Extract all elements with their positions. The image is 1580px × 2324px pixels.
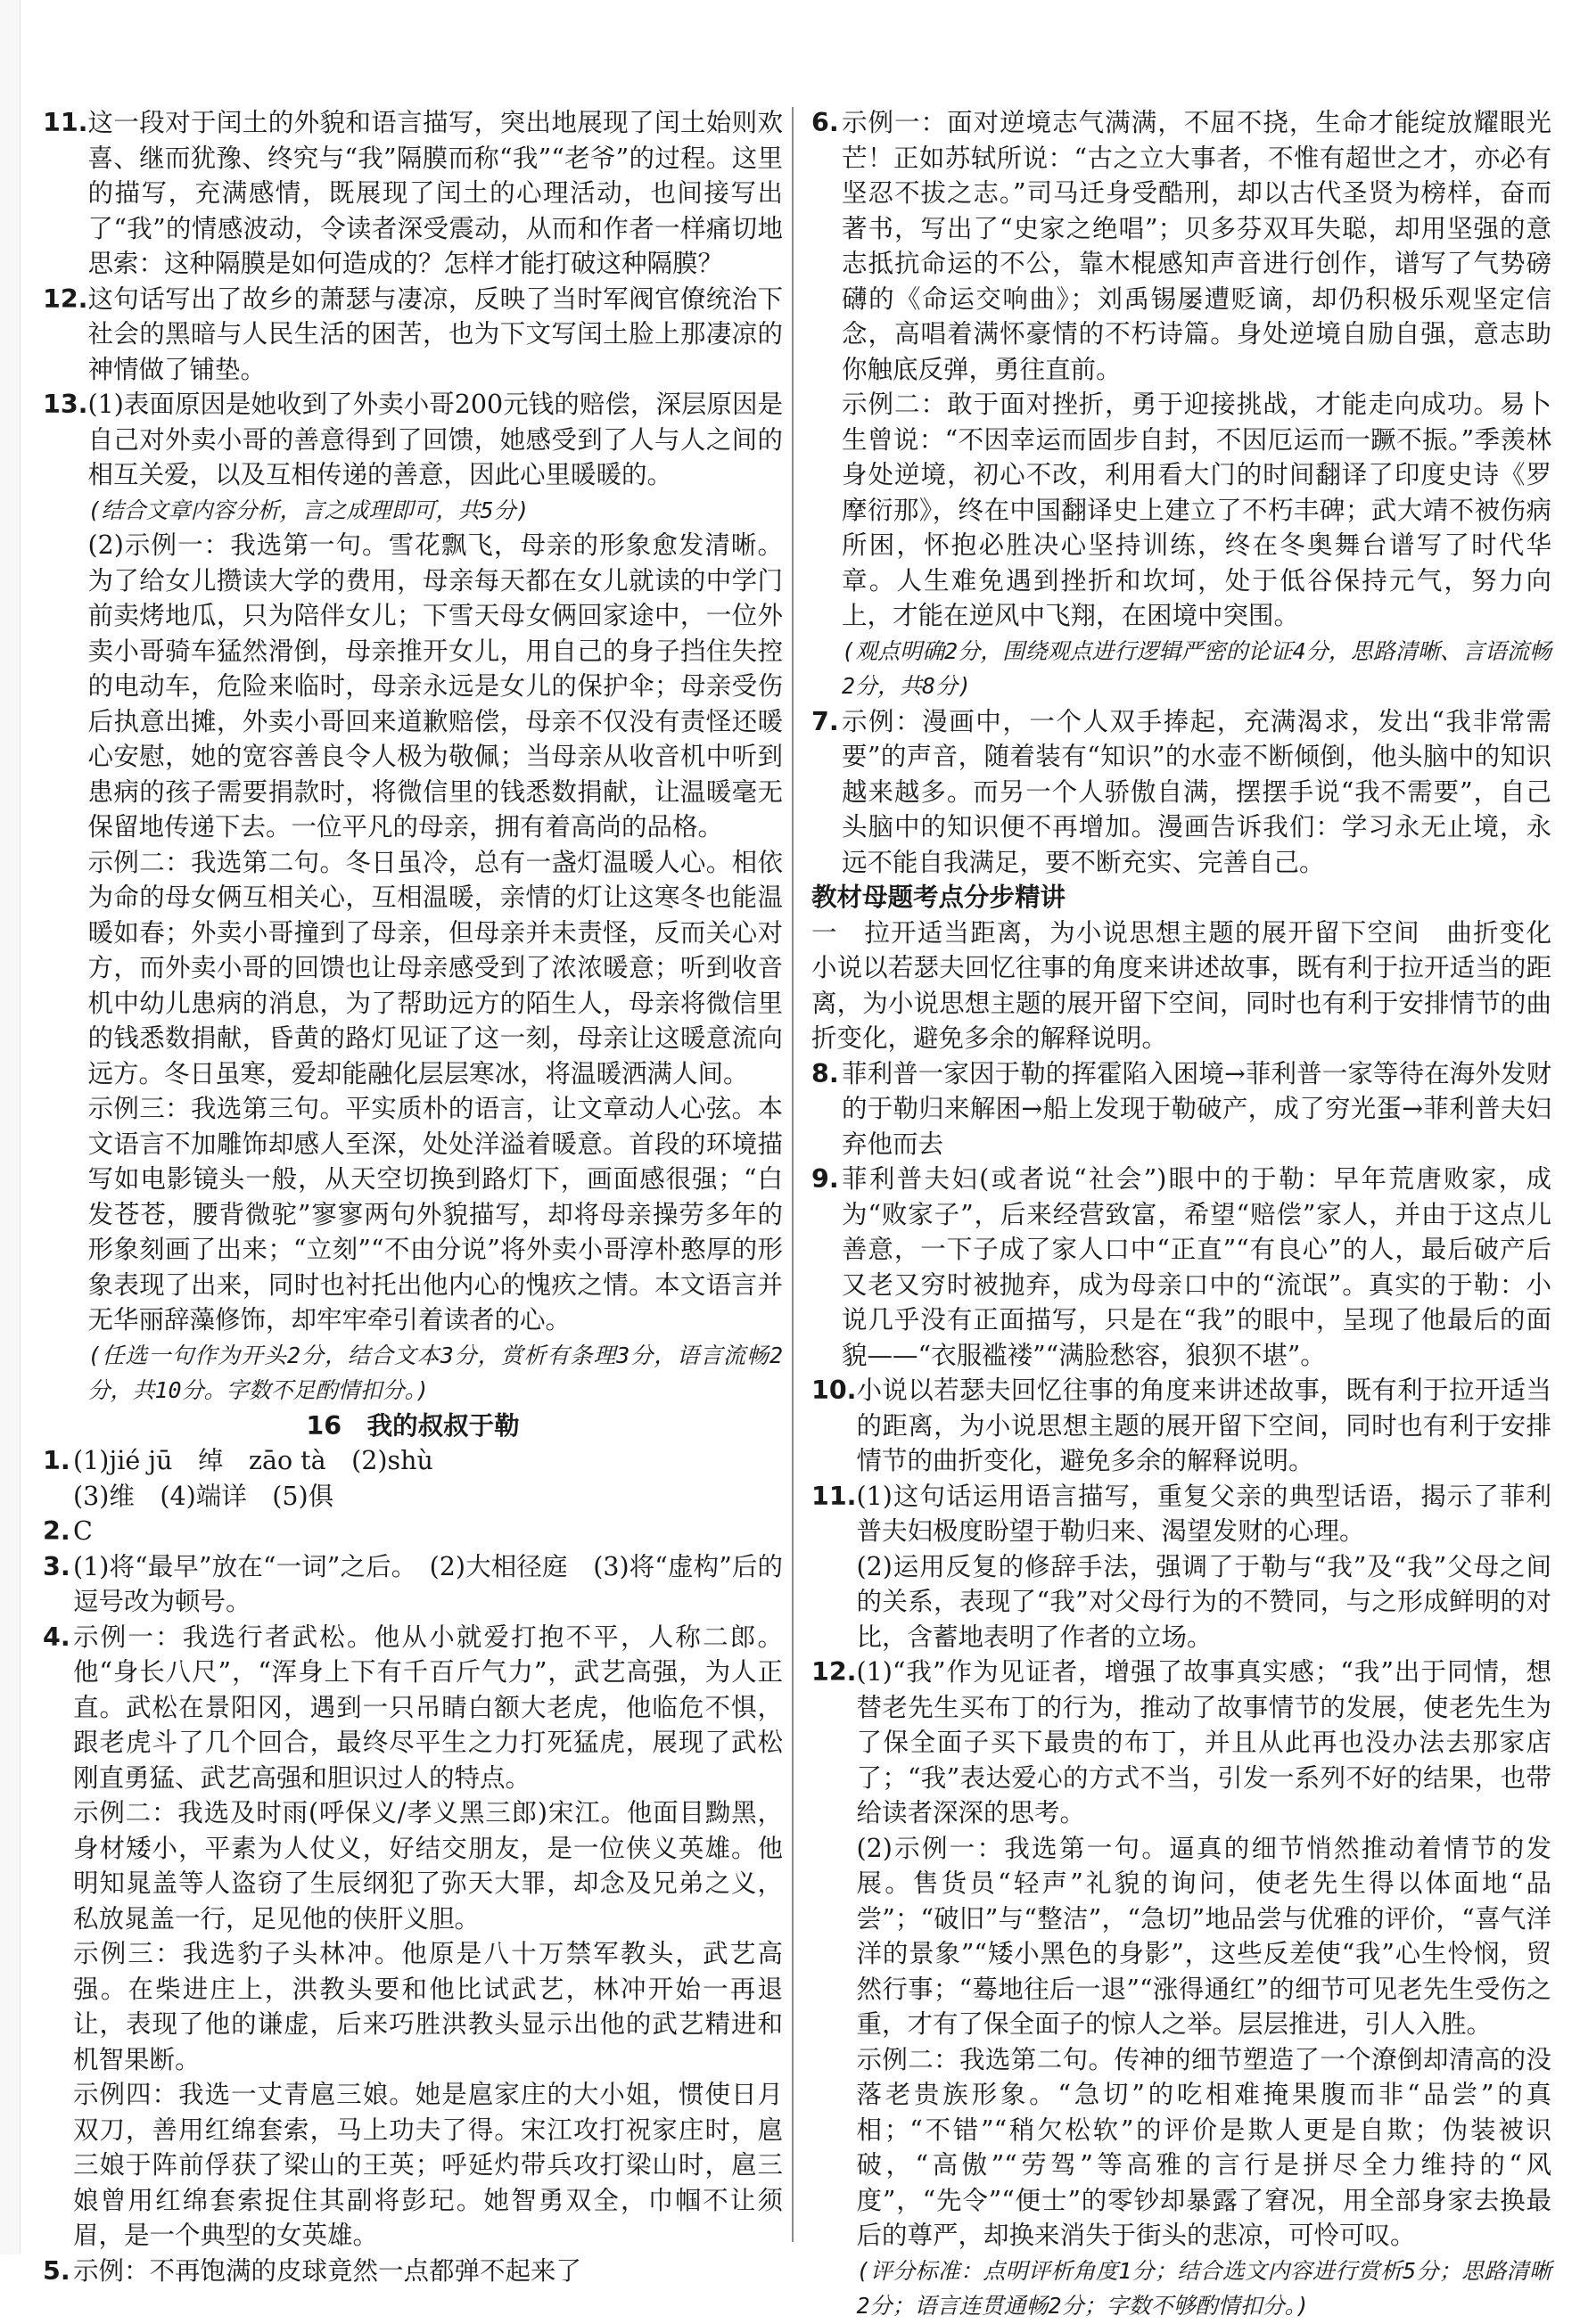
answer-body <box>842 105 1551 704</box>
answer-example: 示例三：我选第三句。平实质朴的语言，让文章动人心弦。本文语言不加雕饰却感人至深，处处洋溢着暖意。首段的环境描写如电影镜头一般，从天空切换到路灯下，画面感很强；“白发苍苍，腰背微驼”寥寥两句外貌描写，却将母亲操劳多年的形象刻画了出来；“立刻”“不由分说”将外卖小哥淳朴憨厚的形象表现了出来，同时也衬托出他内心的愧疚之情。本文语言并无华丽辞藻修饰，却牢牢牵引着读者的心。 <box>87 1094 783 1334</box>
answer-body <box>73 1620 783 2254</box>
answer-part: (1)表面原因是她收到了外卖小哥200元钱的赔偿，深层原因是自己对外卖小哥的善意得到了回馈，她感受到了人与人之间的相互关爱，以及互相传递的善意，因此心里暖暖的。 <box>87 390 783 489</box>
answer-example: (2)示例一：我选第一句。雪花飘飞，母亲的形象愈发清晰。为了给女儿攒读大学的费用，母亲每天都在女儿就读的中学门前卖烤地瓜，只为陪伴女儿；下雪天母女俩回家途中，一位外卖小哥骑车猛然滑倒，母亲推开女儿，用自己的身子挡住失控的电动车，危险来临时，母亲永远是女儿的保护伞；母亲受伤后执意出摊，外卖小哥回来道歉赔偿，母亲不仅没有责怪还暖心安慰，她的宽容善良令人极为敬佩；当母亲从收音机中听到患病的孩子需要捐款时，将微信里的钱悉数捐献，让温暖毫无保留地传递下去。一位平凡的母亲，拥有着高尚的品格。 <box>87 530 783 842</box>
answer-2 <box>43 1514 783 1549</box>
answer-example: 示例四：我选一丈青扈三娘。她是扈家庄的大小姐，惯使日月双刀，善用红绵套索，马上功夫了得。宋江攻打祝家庄时，扈三娘于阵前俘获了梁山的王英；呼延灼带兵攻打梁山时，扈三娘曾用红绵套索捉住其副将彭玘。她智勇双全，巾帼不让须眉，是一个典型的女英雄。 <box>73 2080 783 2250</box>
answer-8 <box>811 1056 1551 1162</box>
answer-number: 13. <box>43 390 88 419</box>
answer-7 <box>811 704 1551 881</box>
answer-6 <box>811 105 1551 704</box>
answer-number: 12. <box>811 1657 857 1687</box>
answer-text: 示例：不再饱满的皮球竟然一点都弹不起来了 <box>73 2255 582 2286</box>
answer-text: 小说以若瑟夫回忆往事的角度来讲述故事，既有利于拉开适当的距离，为小说思想主题的展开留下空间，同时也有利于安排情节的曲折变化，避免多余的解释说明。 <box>856 1376 1551 1475</box>
answer-number: 2. <box>43 1516 70 1546</box>
answer-9 <box>811 1162 1551 1373</box>
answer-body <box>73 1443 783 1514</box>
scoring-note: (结合文章内容分析，言之成理即可，共5分) <box>87 497 530 523</box>
answer-line: (3)维 (4)端详 (5)俱 <box>73 1481 334 1511</box>
answer-number: 7. <box>811 706 839 736</box>
answer-number: 4. <box>43 1622 70 1652</box>
answer-number: 9. <box>811 1164 839 1194</box>
answer-number: 10. <box>811 1376 857 1405</box>
right-column <box>811 105 1577 2324</box>
answer-number: 1. <box>43 1446 70 1475</box>
answer-example: (2)示例一：我选第一句。逼真的细节悄然推动着情节的发展。售货员“轻声”礼貌的询问，使老先生得以体面地“品尝”；“破旧”与“整洁”，“急切”地品尝与优雅的评价，“喜气洋洋的景象”“矮小黑色的身影”，这些反差使“我”心生怜悯，贸然行事；“蓦地往后一退”“涨得通红”的细节可见老先生受伤之重，才有了保全面子的惊人之举。层层推进，引人入胜。 <box>856 1833 1551 2039</box>
answer-11-b <box>811 1479 1551 1655</box>
answer-11 <box>43 105 783 282</box>
answer-example: 示例一：面对逆境志气满满，不屈不挠，生命才能绽放耀眼光芒！正如苏轼所说：“古之立大事者，不惟有超世之才，亦必有坚忍不拔之志。”司马迁身受酷刑，却以古代圣贤为榜样，奋而著书，写出了“史家之绝唱”；贝多芬双耳失聪，却用坚强的意志抵抗命运的不公，靠木棍感知声音进行创作，谱写了气势磅礴的《命运交响曲》；刘禹锡屡遭贬谪，却仍积极乐观坚定信念，高唱着满怀豪情的不朽诗篇。身处逆境自励自强，意志助你触底反弹，勇往直前。 <box>842 108 1551 384</box>
scoring-note: (观点明确2分，围绕观点进行逻辑严密的论证4分，思路清晰、言语流畅2分，共8分) <box>842 637 1551 699</box>
scoring-note: (任选一句作为开头2分，结合文本3分，赏析有条理3分，语言流畅2分，共10分。字数不足酌情扣分。) <box>87 1342 783 1403</box>
answer-body <box>88 387 784 1408</box>
answer-number: 6. <box>811 108 839 137</box>
answer-example: 示例一：我选行者武松。他从小就爱打抱不平，人称二郎。他“身长八尺”，“浑身上下有千百斤气力”，武艺高强，为人正直。武松在景阳冈，遇到一只吊睛白额大老虎，他临危不惧，跟老虎斗了几个回合，最终尽平生之力打死猛虎，展现了武松刚直勇猛、武艺高强和胆识过人的特点。 <box>73 1622 783 1793</box>
left-column <box>43 105 783 2288</box>
answer-3 <box>43 1549 783 1620</box>
answer-12-b <box>811 1655 1551 2324</box>
scoring-note: (评分标准：点明评析角度1分；结合选文内容进行赏析5分；思路清晰2分；语言连贯通畅2分；字数不够酌情扣分。) <box>856 2257 1551 2319</box>
answer-text: 菲利普夫妇(或者说“社会”)眼中的于勒：早年荒唐败家，成为“败家子”，后来经营致富，希望“赔偿”家人，并由于这点儿善意，一下子成了家人口中“正直”“有良心”的人，最后破产后又老又穷时被抛弃，成为母亲口中的“流氓”。真实的于勒：小说几乎没有正面描写，只是在“我”的眼中，呈现了他最后的面貌——“衣服褴褛”“满脸愁容，狼狈不堪”。 <box>842 1164 1551 1370</box>
answer-number: 8. <box>811 1058 839 1088</box>
answer-part: (1)这句话运用语言描写，重复父亲的典型话语，揭示了菲利普夫妇极度盼望于勒归来、渴望发财的心理。 <box>856 1481 1551 1546</box>
binding-margin <box>0 0 21 2254</box>
answer-number: 5. <box>43 2255 70 2286</box>
answer-example: 示例二：我选第二句。传神的细节塑造了一个潦倒却清高的没落老贵族形象。“急切”的吃相难掩果腹而非“品尝”的真相；“不错”“稍欠松软”的评价是欺人更是自欺；伪装被识破，“高傲”“劳驾”等高雅的言行是拼尽全力维持的“风度”，“先令”“便士”的零钞却暴露了窘况，用全部身家去换最后的尊严，却换来消失于街头的悲凉，可怜可叹。 <box>856 2044 1551 2250</box>
answer-part: (1)“我”作为见证者，增强了故事真实感；“我”出于同情，想替老先生买布丁的行为，推动了故事情节的发展，使老先生为了保全面子买下最贵的布丁，并且从此再也没办法去那家店了；“我”表达爱心的方式不当，引发一系列不好的结果，也带给读者深深的思考。 <box>856 1657 1551 1827</box>
answer-12 <box>43 282 783 388</box>
answer-example: 示例三：我选豹子头林冲。他原是八十万禁军教头，武艺高强。在柴进庄上，洪教头要和他比试武艺，林冲开始一再退让，表现了他的谦虚，后来巧胜洪教头显示出他的武艺精进和机智果断。 <box>73 1939 783 2074</box>
column-divider <box>792 107 794 2242</box>
answer-1 <box>43 1443 783 1514</box>
answer-example: 示例二：我选第二句。冬日虽冷，总有一盏灯温暖人心。相依为命的母女俩互相关心，互相温暖，亲情的灯让这寒冬也能温暖如春；外卖小哥撞到了母亲，但母亲并未责怪，反而关心对方，而外卖小哥的回馈也让母亲感受到了浓浓暖意；听到收音机中幼儿患病的消息，为了帮助远方的陌生人，母亲将微信里的钱悉数捐献，昏黄的路灯见证了这一刻，母亲让这暖意流向远方。冬日虽寒，爱却能融化层层寒冰，将温暖洒满人间。 <box>87 847 783 1088</box>
answer-example: 示例二：敢于面对挫折，勇于迎接挑战，才能走向成功。易卜生曾说：“不因幸运而固步自封，不因厄运而一蹶不振。”季羡林身处逆境，初心不改，利用看大门的时间翻译了印度史诗《罗摩衍那》，终在中国翻译史上建立了不朽丰碑；武大靖不被伤病所困，怀抱必胜决心坚持训练，终在冬奥舞台谱写了时代华章。人生难免遇到挫折和坎坷，处于低谷保持元气，努力向上，才能在逆风中飞翔，在困境中突围。 <box>842 390 1551 630</box>
answer-10 <box>811 1373 1551 1479</box>
answer-example: 示例二：我选及时雨(呼保义/孝义黑三郎)宋江。他面目黝黑，身材矮小，平素为人仗义，好结交朋友，是一位侠义英雄。他明知晁盖等人盗窃了生辰纲犯了弥天大罪，却念及兄弟之义，私放晁盖一行，足见他的侠肝义胆。 <box>73 1798 783 1934</box>
answer-line: (1)jié jū 绰 zāo tà (2)shù <box>73 1446 433 1475</box>
answer-number: 12. <box>43 283 88 314</box>
answer-body <box>857 1479 1552 1655</box>
answer-text: (1)将“最早”放在“一词”之后。 (2)大相径庭 (3)将“虚构”后的逗号改为顿号。 <box>73 1551 783 1616</box>
answer-number: 3. <box>43 1551 70 1581</box>
answer-text: C <box>73 1516 93 1546</box>
section-answer-1: 一 拉开适当距离，为小说思想主题的展开留下空间 曲折变化 小说以若瑟夫回忆往事的角度来讲述故事，既有利于拉开适当的距离，为小说思想主题的展开留下空间，同时也有利于安排情节的曲折变化，避免多余的解释说明。 <box>811 917 1577 1053</box>
answer-number: 11. <box>43 108 88 137</box>
answer-text: 这句话写出了故乡的萧瑟与凄凉，反映了当时军阀官僚统治下社会的黑暗与人民生活的困苦，也为下文写闰土脸上那凄凉的神情做了铺垫。 <box>87 283 783 384</box>
answer-5 <box>43 2254 783 2289</box>
answer-number: 11. <box>811 1481 857 1511</box>
answer-4 <box>43 1620 783 2254</box>
answer-part: (2)运用反复的修辞手法，强调了于勒与“我”及“我”父母之间的关系，表现了“我”对父母行为的不赞同，与之形成鲜明的对比，含蓄地表明了作者的立场。 <box>856 1551 1551 1652</box>
answer-text: 示例：漫画中，一个人双手捧起，充满渴求，发出“我非常需要”的声音，随着装有“知识”的水壶不断倾倒，他头脑中的知识越来越多。而另一个人骄傲自满，摆摆手说“我不需要”，自己头脑中的知识便不再增加。漫画告诉我们：学习永无止境，永远不能自我满足，要不断充实、完善自己。 <box>842 706 1551 877</box>
answer-13 <box>43 387 783 1408</box>
answer-text: 这一段对于闰土的外貌和语言描写，突出地展现了闰土始则欢喜、继而犹豫、终究与“我”隔膜而称“我”“老爷”的过程。这里的描写，充满感情，既展现了闰土的心理活动，也间接写出了“我”的情感波动，令读者深受震动，从而和作者一样痛切地思索：这种隔膜是如何造成的？怎样才能打破这种隔膜？ <box>87 108 783 278</box>
lesson-title: 16 我的叔叔于勒 <box>306 1410 520 1441</box>
section-title: 教材母题考点分步精讲 <box>811 883 1066 912</box>
answer-body <box>857 1655 1552 2324</box>
answer-text: 菲利普一家因于勒的挥霍陷入困境→菲利普一家等待在海外发财的于勒归来解困→船上发现于勒破产，成了穷光蛋→菲利普夫妇弃他而去 <box>842 1058 1551 1159</box>
